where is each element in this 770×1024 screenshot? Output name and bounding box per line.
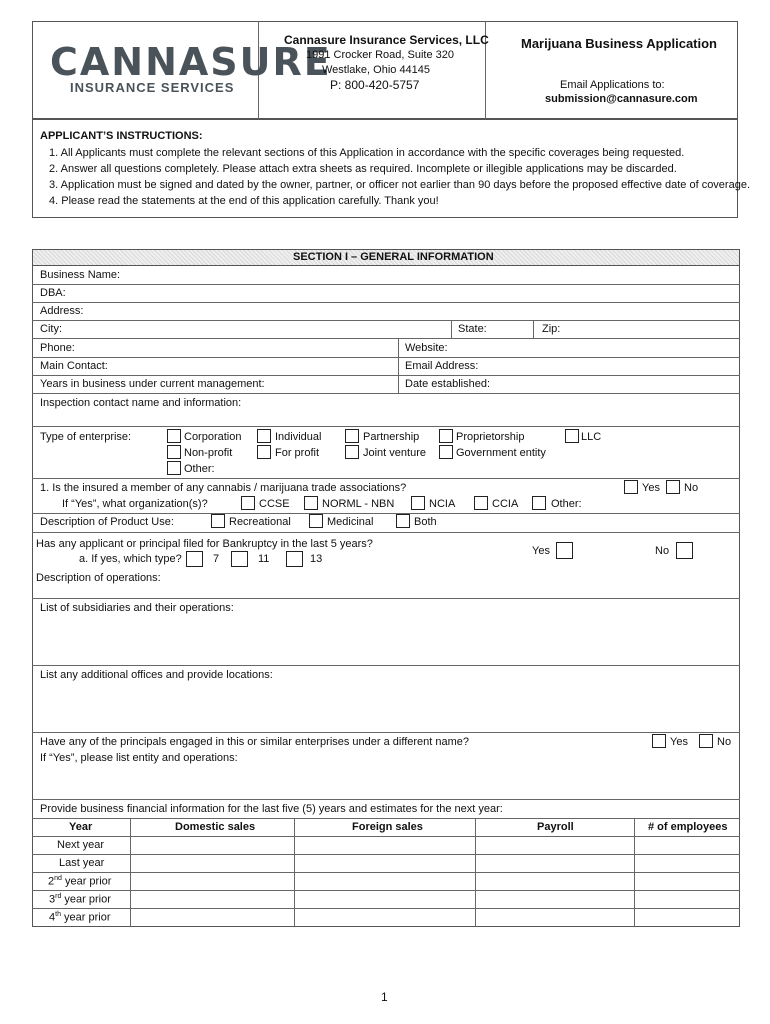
principals-no-label: No: [717, 736, 732, 748]
chapter-13-checkbox[interactable]: [286, 551, 303, 567]
fin-header-employees: # of employees: [648, 821, 728, 833]
other-org-label: Other:: [551, 498, 582, 510]
company-address1: 1991 Crocker Road, Suite 320: [306, 49, 454, 61]
trade-yes-checkbox[interactable]: [624, 480, 638, 494]
recreational-checkbox[interactable]: [211, 514, 225, 528]
corporation-label: Corporation: [184, 431, 242, 443]
principals-yes-label: Yes: [670, 736, 688, 748]
main-contact-label[interactable]: Main Contact:: [40, 360, 108, 372]
llc-label: LLC: [581, 431, 602, 443]
government-label: Government entity: [456, 447, 546, 459]
trade-no-label: No: [684, 482, 699, 494]
zip-label[interactable]: Zip:: [542, 323, 561, 335]
chapter-11-checkbox[interactable]: [231, 551, 248, 567]
instruction-2: 2. Answer all questions completely. Please attach extra sheets as required. Incomplete or illegible applications may be discarded.: [49, 163, 677, 175]
nonprofit-label: Non-profit: [184, 447, 233, 459]
instruction-1: 1. All Applicants must complete the relevant sections of this Application in accordance with the specific coverages being requested.: [49, 147, 685, 159]
logo: [48, 40, 332, 100]
trade-if-yes: If “Yes”, what organization(s)?: [62, 498, 208, 510]
product-use-label: Description of Product Use:: [40, 516, 174, 528]
corporation-checkbox[interactable]: [167, 429, 181, 443]
other-type-label: Other:: [184, 463, 215, 475]
joint-venture-checkbox[interactable]: [345, 445, 359, 459]
instructions-heading: APPLICANT’S INSTRUCTIONS:: [40, 130, 203, 142]
section-title: SECTION I – GENERAL INFORMATION: [293, 251, 494, 263]
fin-header-payroll: Payroll: [537, 821, 574, 833]
bankruptcy-type-label: a. If yes, which type?: [79, 553, 182, 565]
company-name: Cannasure Insurance Services, LLC: [284, 33, 489, 47]
date-established-label[interactable]: Date established:: [405, 378, 490, 390]
normal-label: NORML - NBN: [322, 498, 395, 510]
logo-bottom: INSURANCE SERVICES: [70, 80, 235, 95]
type-label: Type of enterprise:: [40, 431, 132, 443]
instruction-4: 4. Please read the statements at the end of this application carefully. Thank you!: [49, 195, 439, 207]
nonprofit-checkbox[interactable]: [167, 445, 181, 459]
application-title: Marijuana Business Application: [521, 36, 718, 51]
proprietorship-checkbox[interactable]: [439, 429, 453, 443]
city-label[interactable]: City:: [40, 323, 62, 335]
trade-no-checkbox[interactable]: [666, 480, 680, 494]
address-label[interactable]: Address:: [40, 305, 84, 317]
chapter-13-label: 13: [310, 553, 323, 565]
chapter-7-label: 7: [213, 553, 220, 565]
individual-label: Individual: [275, 431, 322, 443]
ncia-label: NCIA: [429, 498, 456, 510]
state-label[interactable]: State:: [458, 323, 487, 335]
offices-label[interactable]: List any additional offices and provide locations:: [40, 669, 273, 681]
llc-checkbox[interactable]: [565, 429, 579, 443]
fin-header-foreign: Foreign sales: [352, 821, 423, 833]
both-checkbox[interactable]: [396, 514, 410, 528]
email-label: Email Applications to:: [560, 79, 665, 91]
bankruptcy-no-label: No: [655, 545, 670, 557]
partnership-checkbox[interactable]: [345, 429, 359, 443]
phone-label[interactable]: Phone:: [40, 342, 75, 354]
principals-yes-checkbox[interactable]: [652, 734, 666, 748]
joint-venture-label: Joint venture: [363, 447, 426, 459]
page-number: 1: [381, 990, 388, 1004]
ccia-checkbox[interactable]: [474, 496, 488, 510]
medicinal-checkbox[interactable]: [309, 514, 323, 528]
logo-top: CANNASURE: [50, 40, 332, 84]
recreational-label: Recreational: [229, 516, 291, 528]
chapter-7-checkbox[interactable]: [186, 551, 203, 567]
fin-row-2nd-prior: 2nd year prior: [48, 875, 112, 888]
principals-question: Have any of the principals engaged in this or similar enterprises under a different name?: [40, 736, 470, 748]
normal-checkbox[interactable]: [304, 496, 318, 510]
proprietorship-label: Proprietorship: [456, 431, 525, 443]
principals-no-checkbox[interactable]: [699, 734, 713, 748]
bankruptcy-no-checkbox[interactable]: [676, 542, 693, 559]
dba-label[interactable]: DBA:: [40, 287, 66, 299]
trade-yes-label: Yes: [642, 482, 660, 494]
ccse-checkbox[interactable]: [241, 496, 255, 510]
other-type-checkbox[interactable]: [167, 461, 181, 475]
company-phone: P: 800-420-5757: [330, 78, 420, 92]
forprofit-checkbox[interactable]: [257, 445, 271, 459]
instruction-3: 3. Application must be signed and dated by the owner, partner, or officer not earlier than 90 days before the proposed effective date of coverage.: [49, 179, 750, 191]
principals-if-yes: If “Yes”, please list entity and operations:: [40, 752, 238, 764]
forprofit-label: For profit: [275, 447, 320, 459]
partnership-label: Partnership: [363, 431, 420, 443]
trade-association-question: 1. Is the insured a member of any cannabis / marijuana trade associations?: [40, 482, 407, 494]
fin-row-3rd-prior: 3rd year prior: [49, 893, 111, 906]
bankruptcy-yes-label: Yes: [532, 545, 550, 557]
fin-header-year: Year: [69, 821, 93, 833]
medicinal-label: Medicinal: [327, 516, 374, 528]
years-label[interactable]: Years in business under current management:: [40, 378, 265, 390]
fin-row-last-year: Last year: [59, 857, 105, 869]
other-org-checkbox[interactable]: [532, 496, 546, 510]
government-checkbox[interactable]: [439, 445, 453, 459]
submission-email[interactable]: submission@cannasure.com: [545, 93, 698, 105]
business-name-label[interactable]: Business Name:: [40, 269, 121, 281]
bankruptcy-question: Has any applicant or principal filed for Bankruptcy in the last 5 years?: [36, 538, 373, 550]
website-label[interactable]: Website:: [405, 342, 448, 354]
ccse-label: CCSE: [259, 498, 290, 510]
bankruptcy-yes-checkbox[interactable]: [556, 542, 573, 559]
fin-row-4th-prior: 4th year prior: [49, 911, 111, 924]
inspection-label[interactable]: Inspection contact name and information:: [40, 397, 242, 409]
subsidiaries-label[interactable]: List of subsidiaries and their operations:: [40, 602, 234, 614]
email-address-label[interactable]: Email Address:: [405, 360, 479, 372]
ncia-checkbox[interactable]: [411, 496, 425, 510]
chapter-11-label: 11: [258, 553, 270, 565]
fin-header-domestic: Domestic sales: [175, 821, 256, 833]
ccia-label: CCIA: [492, 498, 519, 510]
company-address2: Westlake, Ohio 44145: [322, 64, 431, 76]
individual-checkbox[interactable]: [257, 429, 271, 443]
operations-label[interactable]: Description of operations:: [36, 572, 161, 584]
both-label: Both: [414, 516, 437, 528]
fin-row-next-year: Next year: [57, 839, 105, 851]
financial-label: Provide business financial information for the last five (5) years and estimates for the next year:: [40, 803, 503, 815]
